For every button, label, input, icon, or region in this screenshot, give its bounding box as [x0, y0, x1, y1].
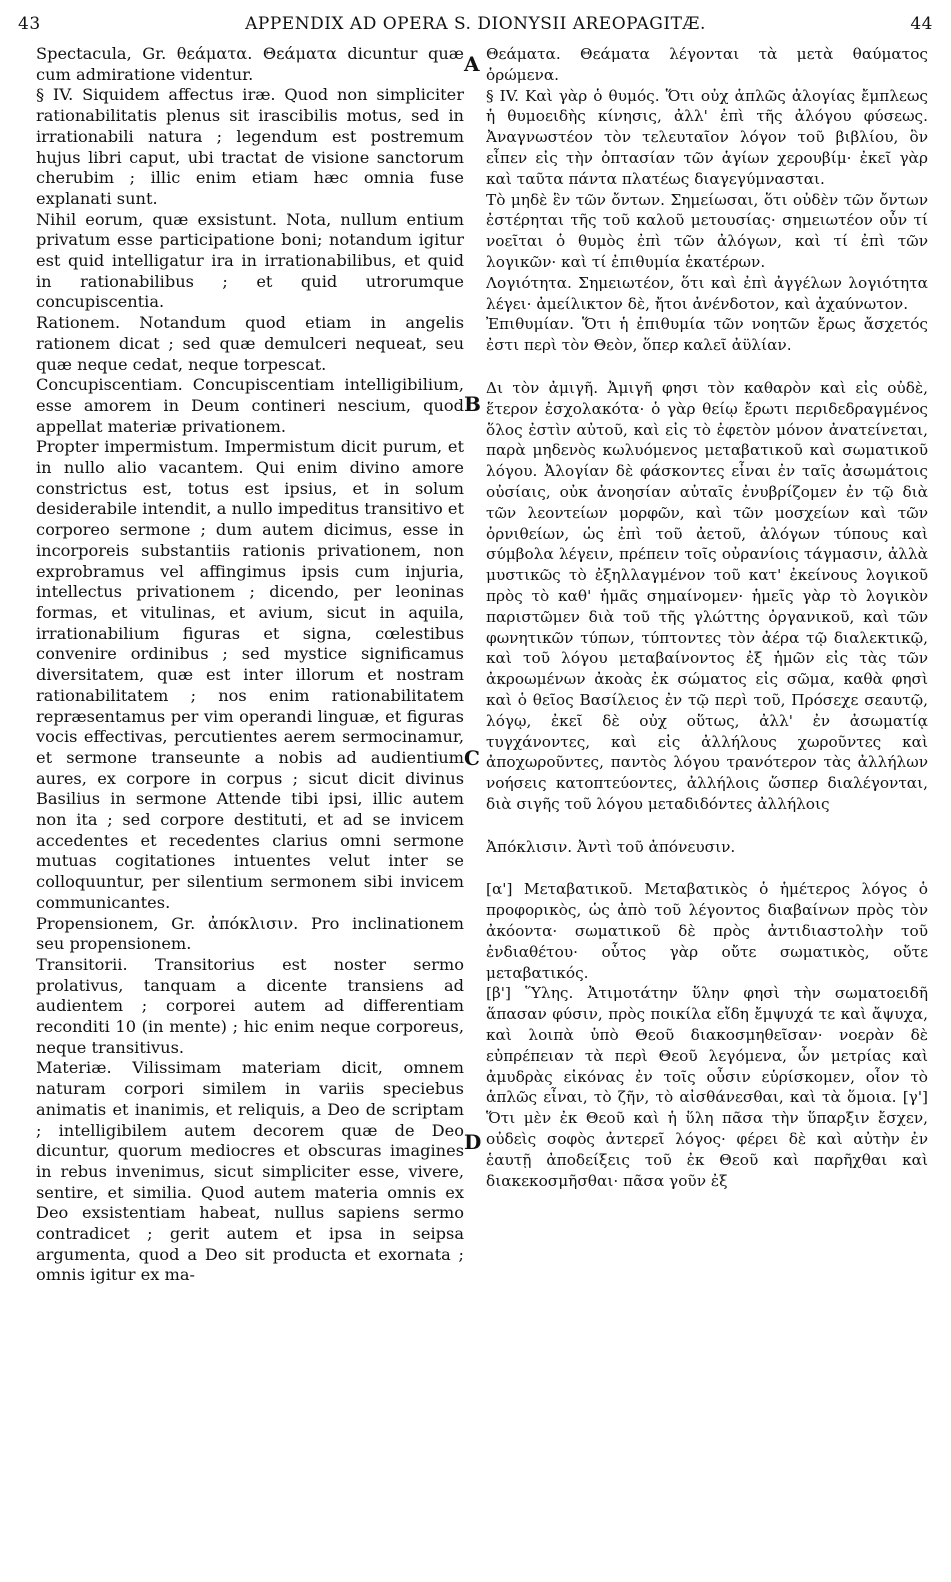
greek-paragraph: Ἐπιθυμίαν. Ὅτι ἡ ἐπιθυμία τῶν νοητῶν ἔρως ἄσχετός ἐστι περὶ τὸν Θεὸν, ὅπερ καλεῖ ἀϋλίαν. [486, 315, 928, 355]
greek-column [486, 44, 928, 1572]
margin-letter-d: D [464, 1130, 482, 1154]
margin-letter-b: B [464, 392, 481, 416]
greek-paragraph: [α'] Μεταβατικοῦ. Μεταβατικὸς ὁ ἡμέτερος λόγος ὁ προφορικὸς, ὡς ἀπὸ τοῦ λέγοντος διαβαίνων πρὸς τὸν ἀκόοντα· σωματικοῦ δὲ πρὸς ἀντιδιαστολὴν τοῦ ἐνδιαθέτου· οὗτος γὰρ οὔτε σωματικὸς, οὔτε μεταβατικός. [486, 880, 928, 982]
greek-paragraph: Ἀπόκλισιν. Ἀντὶ τοῦ ἀπόνευσιν. [486, 837, 736, 856]
latin-paragraph: Concupiscentiam. Concupiscentiam intelligibilium, esse amorem in Deum contineri nescium, quod appellat materiæ privationem. [36, 375, 464, 436]
latin-paragraph: Propensionem, Gr. ἀπόκλισιν. Pro inclinationem seu propensionem. [36, 913, 464, 954]
page-number-right: 44 [910, 14, 933, 34]
margin-letter-a: A [464, 52, 480, 76]
latin-column [36, 44, 464, 1572]
latin-paragraph: Nihil eorum, quæ exsistunt. Nota, nullum entium privatum esse participatione boni; notandum igitur est quid intelligatur ira in irrationabilibus, et quid in rationabilibus ; et quid utrorumque concupiscentia. [36, 209, 464, 312]
greek-paragraph: Θεάματα. Θεάματα λέγονται τὰ μετὰ θαύματος ὁρώμενα. [486, 45, 928, 84]
latin-paragraph: Spectacula, Gr. θεάματα. Θεάματα dicuntur quæ cum admiratione videntur. [36, 44, 464, 84]
latin-paragraph: Materiæ. Vilissimam materiam dicit, omnem naturam corpori similem in variis speciebus animatis et inanimis, et reliquis, a Deo de scriptam ; intelligibilem autem decorem quæ de Deo dicuntur, quorum mediocres et obscuras imagines in rebus invenimus, sicut simpliciter esse, vivere, sentire, et similia. Quod autem materia omnis ex Deo exsistentiam habeat, nullus sapiens sermo contradicet ; gerit autem et ipsa in seipsa argumenta, quod a Deo sit producta et exornata ; omnis igitur ex ma- [36, 1058, 464, 1285]
running-title: APPENDIX AD OPERA S. DIONYSII AREOPAGITÆ. [245, 14, 706, 34]
greek-paragraph: Λογιότητα. Σημειωτέον, ὅτι καὶ ἐπὶ ἀγγέλων λογιότητα λέγει· ἀμείλικτον δὲ, ἤτοι ἀνένδοτον, καὶ ἀχαύνωτον. [486, 273, 928, 313]
latin-paragraph: Propter impermistum. Impermistum dicit purum, et in nullo alio vacantem. Qui enim divino amore constrictus est, totus est ipsius, et in solum desiderabile intendit, a nullo impeditus transitivo et corporeo sermone ; dum autem dicimus, esse in incorporeis substantiis rationis privationem, non exprobramus vel affingimus ipsis cum injuria, intellectus privationem ; dicendo, per leoninas formas, et vitulinas, et avium, sicut in aquila, irrationabilium figuras et signa, cœlestibus convenire ordinibus ; sed mystice significamus diversitatem, quæ est inter illorum et nostram rationabilitatem ; nos enim rationabilitatem repræsentamus per vim operandi linguæ, et figuras vocis effectivas, percutientes aerem sermocinamur, et sermone transeunte a nobis ad audientium aures, ex corpore in corpus ; sicut dicit divinus Basilius in sermone Attende tibi ipsi, illic autem non ita ; sed corpore destituti, et ad se invicem accedentes et recedentes clarius omni sermone mutuas cogitationes intuentes velut inter se colloquuntur, per silentium sermonem sibi invicem communicantes. [36, 437, 464, 912]
page-number-left: 43 [18, 14, 41, 34]
latin-paragraph: § IV. Siquidem affectus iræ. Quod non simpliciter rationabilitatis plenus sit irascibilis motus, sed in irrationabili natura ; legendum est postremum hujus libri caput, ubi tractat de visione sanctorum cherubim ; illic enim etiam hæc omnia fuse explanati sunt. [36, 85, 464, 208]
margin-letter-c: C [464, 746, 480, 770]
greek-paragraph: [β'] Ὕλης. Ἀτιμοτάτην ὕλην φησὶ τὴν σωματοειδῆ ἅπασαν φύσιν, πρὸς ποικίλα εἴδη ἔμψυχά τε καὶ ἄψυχα, καὶ λοιπὰ ὑπὸ Θεοῦ διακοσμηθεῖσαν· νοερὰν δὲ εὐπρέπειαν τὰ περὶ Θεοῦ λεγόμενα, ὧν μετρίας καὶ ἀμυδρὰς εἰκόνας ἐν τοῖς οὖσιν εὑρίσκομεν, οἷον τὸ ἁπλῶς εἶναι, τὸ ζῆν, τὸ αἰσθάνεσθαι, καὶ τὰ ὅμοια. [γ'] Ὅτι μὲν ἐκ Θεοῦ καὶ ἡ ὕλη πᾶσα τὴν ὕπαρξιν ἔσχεν, οὐδεὶς σοφὸς ἀντερεῖ λόγος· φέρει δὲ καὶ αὐτὴν ἐν ἑαυτῇ ἀποδείξεις τοῦ ἐκ Θεοῦ καὶ παρῆχθαι καὶ διακεκοσμῆσθαι· πᾶσα γοῦν ἐξ [486, 984, 928, 1190]
greek-paragraph: § IV. Καὶ γὰρ ὁ θυμός. Ὅτι οὐχ ἁπλῶς ἀλογίας ἔμπλεως ἡ θυμοειδὴς κίνησις, ἀλλ' ἐπὶ τῆς ἀλόγου φύσεως. Ἀναγνωστέον τὸν τελευταῖον λόγον τοῦ βιβλίου, ὃν εἶπεν εἰς τὴν ὀπτασίαν τῶν ἁγίων χερουβίμ· ἐκεῖ γὰρ καὶ ταῦτα πάντα πλατέως διαγεγύμνασται. [486, 86, 928, 188]
greek-paragraph: Τὸ μηδὲ ἓν τῶν ὄντων. Σημείωσαι, ὅτι οὐδὲν τῶν ὄντων ἐστέρηται τῆς τοῦ καλοῦ μετουσίας· σημειωτέον οὖν τί νοεῖται ὁ θυμὸς ἐπὶ τῶν ἀλόγων, καὶ τί ἐπὶ τῶν λογικῶν· καὶ τί ἐπιθυμία ἑκατέρων. [486, 190, 928, 271]
latin-paragraph: Rationem. Notandum quod etiam in angelis rationem dicat ; sed quæ demulceri nequeat, seu quæ neque cedat, neque torpescat. [36, 313, 464, 374]
latin-paragraph: Transitorii. Transitorius est noster sermo prolativus, tanquam a dicente transiens ad audientem ; corporei autem ad differentiam reconditi 10 (in mente) ; hic enim neque corporeus, neque transitivus. [36, 954, 464, 1057]
page-header [18, 14, 933, 40]
greek-paragraph: Δι τὸν ἀμιγῆ. Ἀμιγῆ φησι τὸν καθαρὸν καὶ εἰς οὐδὲ, ἕτερον ἐσχολακότα· ὁ γὰρ θείῳ ἔρωτι περιδεδραγμένος ὅλος ἐστὶν αὐτοῦ, καὶ εἰς τὸ ἐφετὸν μόνον ἀνατείνεται, παρὰ μηδενὸς κωλυόμενος μεταβατικοῦ καὶ σωματικοῦ λόγου. Ἀλογίαν δὲ φάσκοντες εἶναι ἐν ταῖς ἀσωμάτοις οὐσίαις, οὐκ ἀνοησίαν αὐταῖς ἐνυβρίζομεν ἐν τῷ διὰ τῶν λεοντείων μορφῶν, καὶ τῶν μοσχείων καὶ τῶν ὀρνιθείων, ὡς ἐπὶ τοῦ ἀετοῦ, ἀλόγων τύπους καὶ σύμβολα λέγειν, πρέπειν τοῖς οὐρανίοις τάγμασιν, ἀλλὰ μυστικῶς τὸ ἐξηλλαγμένον τοῦ κατ' ἐκείνους λογικοῦ πρὸς τὸ καθ' ἡμᾶς σημαίνομεν· ἡμεῖς γὰρ τὸ λογικὸν παριστῶμεν διὰ τοῦ τῆς γλώττης ὀργανικοῦ, καὶ τῶν φωνητικῶν τύπων, τύπτοντες τὸν ἀέρα τῷ διαλεκτικῷ, καὶ τοῦ λόγου μεταβαίνοντος ἐξ ἡμῶν εἰς τὰς τῶν ἀκροωμένων ἀκοὰς ἐκ σώματος εἰς σῶμα, καθὰ φησὶ καὶ ὁ θεῖος Βασίλειος ἐν τῷ περὶ τοῦ, Πρόσεχε σεαυτῷ, λόγῳ, ἐκεῖ δὲ οὐχ οὕτως, ἀλλ' ἐν ἀσωματίᾳ τυγχάνοντες, καὶ εἰς ἀλλήλους χωροῦντες καὶ ἀποχωροῦντες, παντὸς λόγου τρανότερον τὰς ἀλλήλων νοήσεις κατοπτεύοντες, ἀλλήλοις ὥσπερ διαλέγονται, διὰ σιγῆς τοῦ λόγου μεταδιδόντες ἀλλήλοις [486, 378, 928, 813]
